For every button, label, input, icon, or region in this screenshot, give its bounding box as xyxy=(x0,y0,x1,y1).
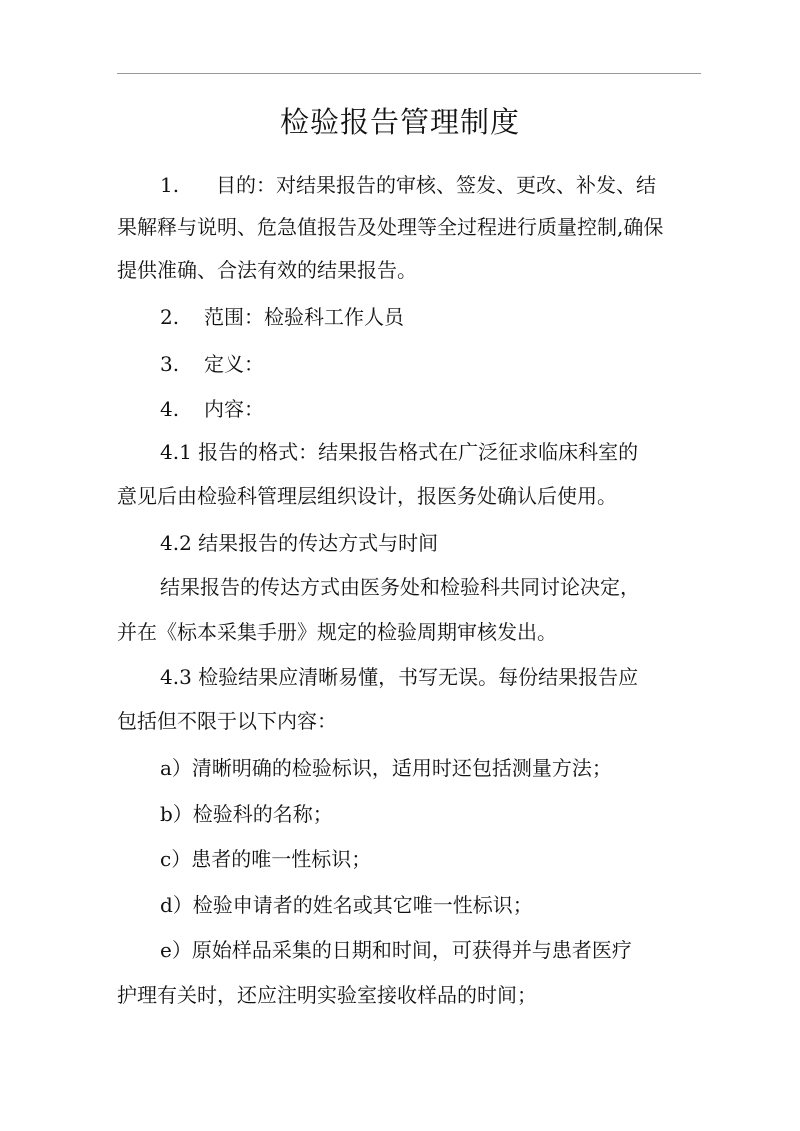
s4-3-line-2: 包括但不限于以下内容： xyxy=(117,709,337,733)
s4-1-line-2: 意见后由检验科管理层组织设计，报医务处确认后使用。 xyxy=(117,484,617,508)
section-number: 2. xyxy=(160,305,180,329)
purpose-line-2: 果解释与说明、危急值报告及处理等全过程进行质量控制,确保 xyxy=(117,215,664,239)
section-number: 4. xyxy=(160,397,180,421)
section-number: 1. xyxy=(160,173,180,197)
document-title: 检验报告管理制度 xyxy=(279,105,520,139)
list-item-e-line-1: e）原始样品采集的日期和时间，可获得并与患者医疗 xyxy=(160,938,632,962)
s4-2-line-1: 结果报告的传达方式由医务处和检验科共同讨论决定， xyxy=(160,575,640,599)
definition-line xyxy=(160,349,264,379)
purpose-line-1 xyxy=(160,170,656,200)
scope-text: 范围：检验科工作人员 xyxy=(204,305,404,329)
definition-text: 定义： xyxy=(204,352,264,376)
content-line xyxy=(160,394,264,424)
content-text: 内容： xyxy=(204,397,264,421)
purpose-line-3: 提供准确、合法有效的结果报告。 xyxy=(117,258,417,282)
list-item-b: b）检验科的名称； xyxy=(160,802,333,826)
header-rule xyxy=(117,73,701,74)
purpose-text-1: 目的：对结果报告的审核、签发、更改、补发、结 xyxy=(216,173,656,197)
list-item-c: c）患者的唯一性标识； xyxy=(160,847,372,871)
s4-3-line-1: 4.3 检验结果应清晰易懂，书写无误。每份结果报告应 xyxy=(160,665,639,689)
section-number: 3. xyxy=(160,352,180,376)
list-item-a: a）清晰明确的检验标识，适用时还包括测量方法； xyxy=(160,756,612,780)
scope-line xyxy=(160,302,404,332)
list-item-e-line-2: 护理有关时，还应注明实验室接收样品的时间； xyxy=(117,983,537,1007)
list-item-d: d）检验申请者的姓名或其它唯一性标识； xyxy=(160,893,533,917)
s4-2-heading: 4.2 结果报告的传达方式与时间 xyxy=(160,531,439,555)
s4-1-line-1: 4.1 报告的格式：结果报告格式在广泛征求临床科室的 xyxy=(160,440,639,464)
s4-2-line-2: 并在《标本采集手册》规定的检验周期审核发出。 xyxy=(117,620,557,644)
